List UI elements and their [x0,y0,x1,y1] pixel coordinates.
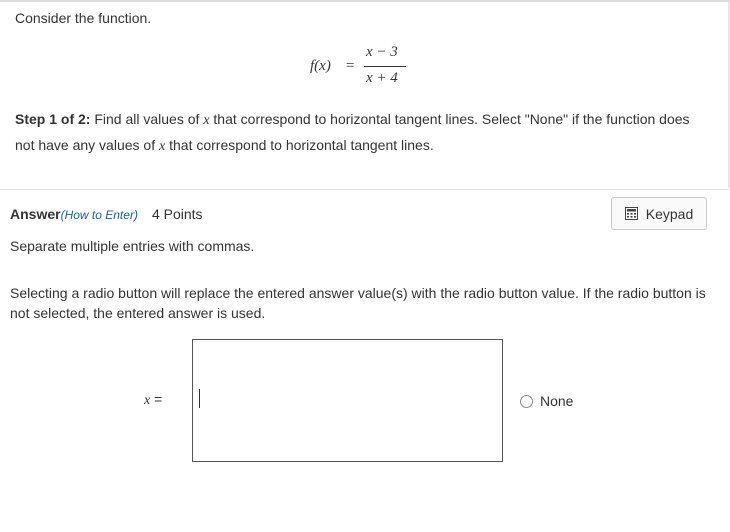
none-label: None [540,393,574,409]
formula-lhs: f(x) [310,58,331,74]
how-to-enter-link[interactable]: (How to Enter) [60,208,138,222]
formula-numerator: x − 3 [366,44,398,60]
step-text-c: that correspond to horizontal tangent lines. [165,137,434,153]
step-label: Step 1 of 2: [15,111,91,127]
none-radio-button[interactable] [520,395,533,408]
x-var: x [144,393,151,408]
question-intro: Consider the function. [15,10,152,26]
x-eq-sign: = [150,391,163,407]
answer-label: Answer [10,206,61,222]
text-caret [199,389,200,408]
separate-entries-note: Separate multiple entries with commas. [10,238,255,254]
question-panel [0,2,730,188]
calculator-icon [625,207,638,220]
answer-input[interactable] [192,339,503,462]
formula-denominator: x + 4 [366,70,398,86]
function-formula [310,44,420,94]
radio-button-note: Selecting a radio button will replace the entered answer value(s) with the radio button value. If the radio button is not selected, the entered answer is used. [10,285,706,321]
keypad-label: Keypad [645,205,694,222]
keypad-button[interactable] [611,197,707,230]
none-option[interactable] [520,393,573,409]
x-equals-label [144,391,162,409]
step-text-b: that correspond to horizontal tangent lines. Select "None" if the function does not have any values of [15,111,690,153]
points-label: 4 Points [151,206,203,222]
step-var: x [203,113,210,128]
fraction-bar [364,66,406,67]
step-instructions [15,107,705,159]
step-text-a: Find all values of [90,111,204,127]
step-var-2: x [159,139,166,154]
section-divider [0,189,730,190]
formula-equals: = [346,58,355,74]
answer-header [10,206,203,222]
